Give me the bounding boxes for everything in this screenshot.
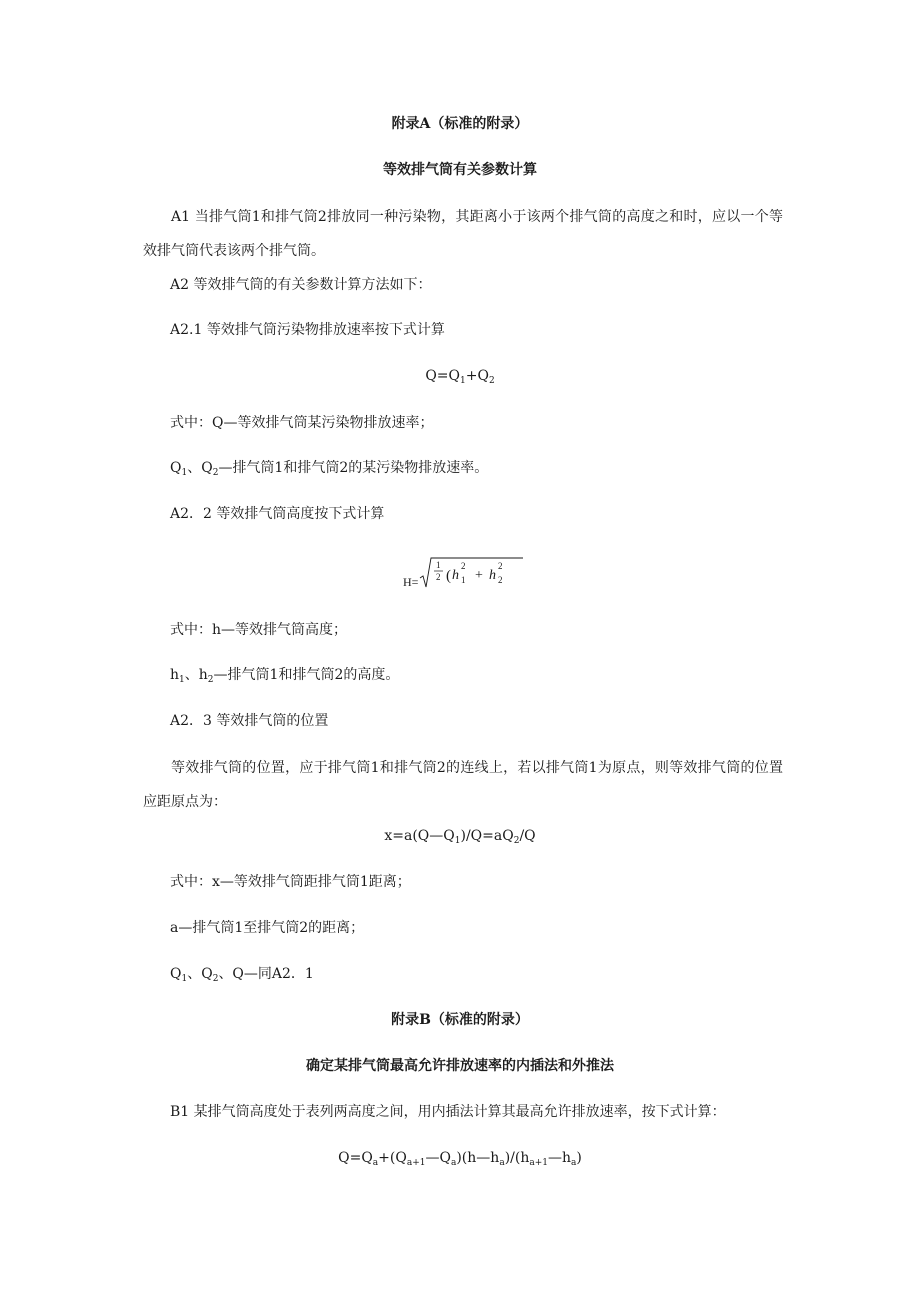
a23-paragraph: A2．3 等效排气筒的位置: [170, 713, 329, 729]
a22-paragraph: A2．2 等效排气筒高度按下式计算: [170, 506, 385, 522]
appendix-b-title: 确定某排气筒最高允许排放速率的内插法和外推法: [306, 1058, 614, 1074]
a23-text: 等效排气筒的位置，应于排气筒1和排气筒2的连线上，若以排气筒1为原点，则等效排气筒的位置应距原点为：: [143, 760, 783, 810]
formula-q12-def: $Q_1$、$Q_2—$排气筒1和排气筒2的某污染物排放速率。: [170, 460, 489, 478]
formula-interpolation: $Q=Q_a+(Q_{a+1}—Q_a)(h—h_a)/(h_{a+1}—h_a)$: [338, 1150, 582, 1168]
formula-h12-def: $h_1$、$h_2—$排气筒1和排气筒2的高度。: [170, 667, 400, 685]
a1-paragraph: A1 当排气筒1和排气筒2排放同一种污染物，其距离小于该两个排气筒的高度之和时，应以一个等效排气筒代表该两个排气筒。: [143, 209, 783, 259]
appendix-b-heading: 附录B（标准的附录）: [391, 1012, 529, 1028]
formula-q-ref: $Q_1$、$Q_2$、Q—同A2．1: [170, 966, 314, 984]
formula-h-plus: +: [475, 568, 483, 583]
formula-h-sub1: 1: [461, 575, 466, 585]
formula-h-sub2: 2: [498, 575, 503, 585]
formula-q-def: 式中：Q—等效排气筒某污染物排放速率；: [170, 415, 434, 431]
formula-h-den: 2: [436, 572, 441, 582]
formula-h-lhs: H=: [403, 575, 419, 589]
formula-h-num: 1: [436, 560, 441, 570]
formula-x: $x=a(Q—Q_1)/Q=aQ_2/Q$: [384, 828, 536, 846]
formula-h-sup1: 2: [461, 561, 466, 571]
formula-x-def: 式中：x—等效排气筒距排气筒1距离；: [170, 874, 411, 890]
formula-height-sqrt: [403, 552, 523, 592]
a21-paragraph: A2.1 等效排气筒污染物排放速率按下式计算: [170, 322, 445, 338]
formula-h-h1: h: [452, 568, 459, 583]
formula-h-sup2: 2: [498, 561, 503, 571]
formula-h-def: 式中：h—等效排气筒高度；: [170, 622, 348, 638]
appendix-a-title: 等效排气筒有关参数计算: [383, 162, 537, 178]
formula-q-sum: $Q=Q_1+Q_2$: [425, 368, 495, 386]
appendix-a-heading: 附录A（标准的附录）: [391, 116, 529, 132]
b1-paragraph: B1 某排气筒高度处于表列两高度之间，用内插法计算其最高允许排放速率，按下式计算：: [170, 1104, 726, 1120]
formula-a-def: a—排气筒1至排气筒2的距离；: [170, 920, 365, 936]
formula-h-h2: h: [489, 568, 496, 583]
a2-paragraph: A2 等效排气筒的有关参数计算方法如下：: [170, 277, 432, 293]
svg-text:(: (: [446, 568, 451, 584]
